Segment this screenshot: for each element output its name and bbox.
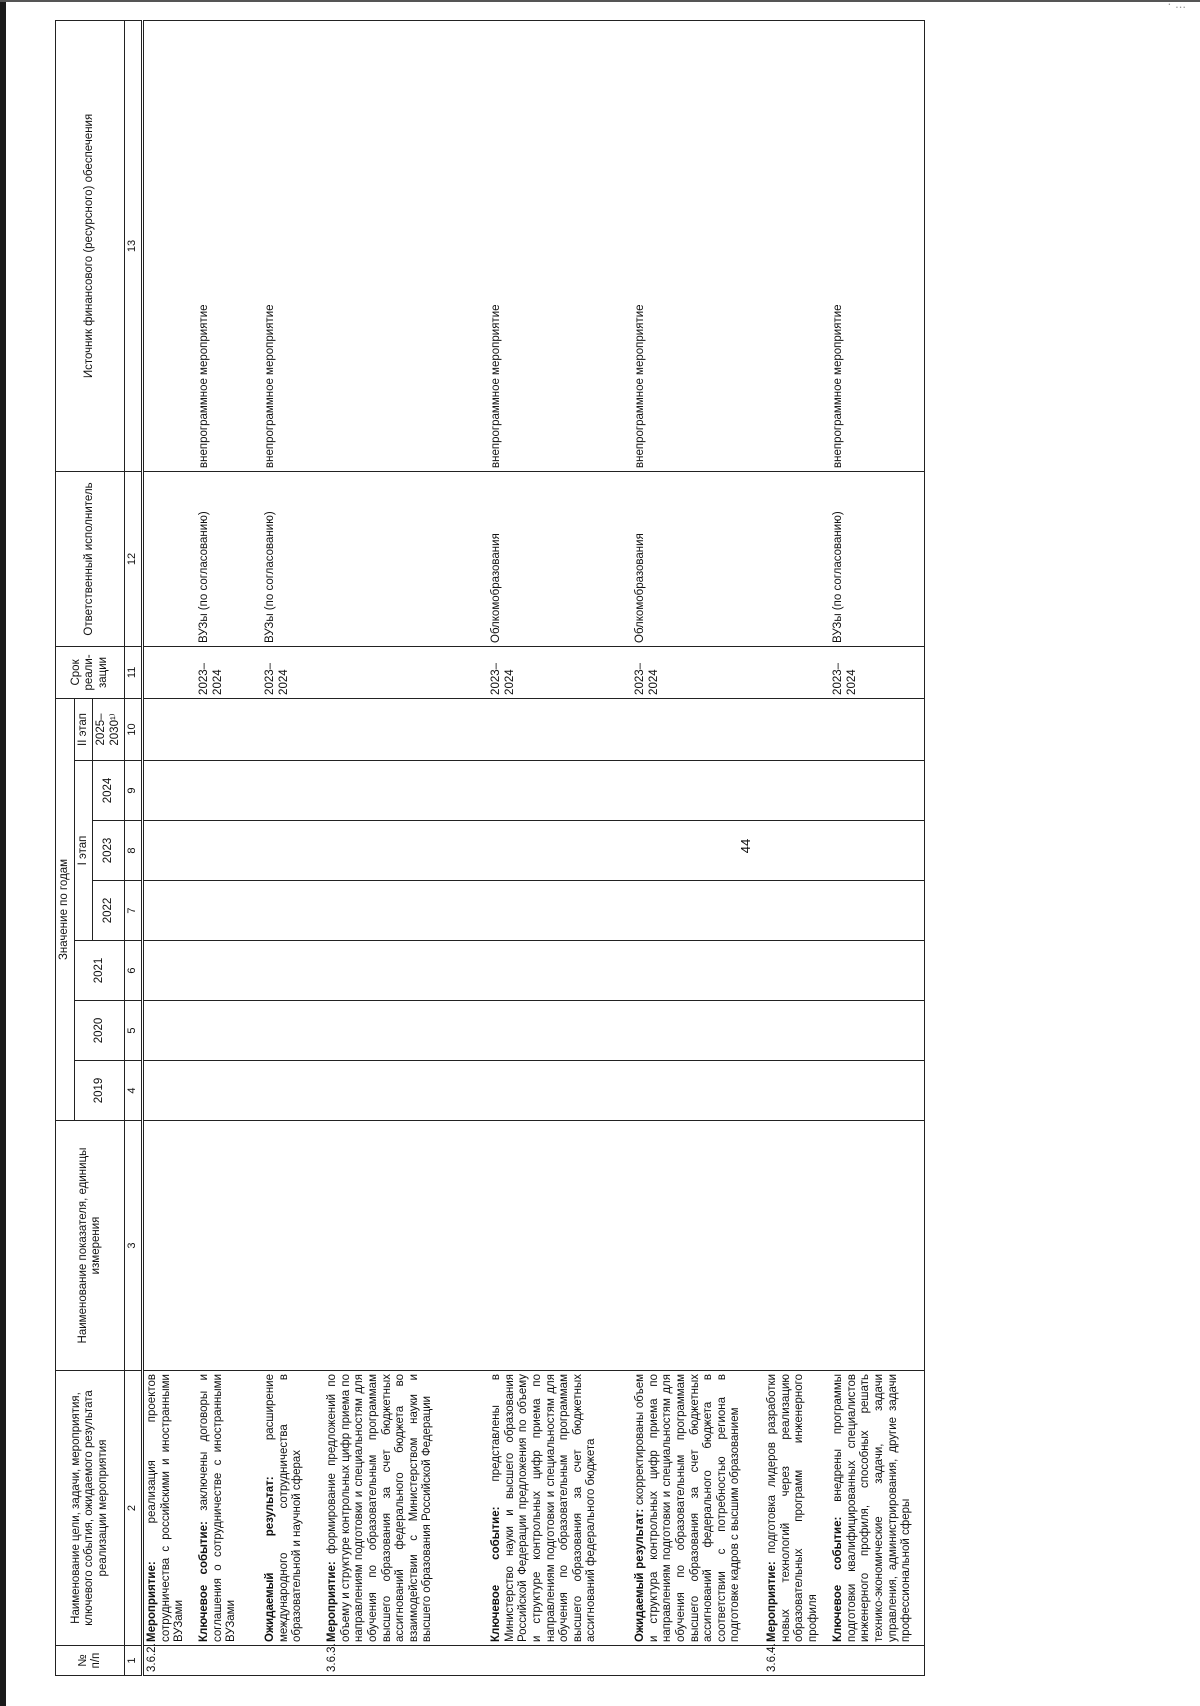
column-number: 11	[125, 646, 143, 698]
row-number	[830, 1646, 925, 1676]
item-text: формирование предложений по объему и структуре контрольных цифр приема по направлениям подготовки и специальностям для обучения по образовательным программам высшего образования за счет бюджетных ассигнований федерального бюджета во взаимодействии с Министерством науки и высшего образования Российской Федерации	[326, 1374, 434, 1642]
year-value-cell	[262, 1061, 324, 1121]
year-value-cell	[196, 941, 262, 1001]
year-value-cell	[830, 1061, 925, 1121]
column-number: 9	[125, 761, 143, 821]
row-number: 3.6.3.	[324, 1646, 488, 1676]
year-value-cell	[632, 1001, 764, 1061]
item-label: Мероприятие:	[146, 1561, 159, 1642]
column-number: 12	[125, 471, 143, 646]
executor-cell	[764, 471, 830, 646]
item-description	[324, 1371, 488, 1646]
year-value-cell	[830, 761, 925, 821]
header-funding-source: Источник финансового (ресурсного) обеспечения	[56, 20, 125, 471]
executor-cell: ВУЗы (по согласованию)	[196, 471, 262, 646]
term-cell: 2023–2024	[196, 646, 262, 698]
item-text: скорректированы объем и структура контрольных цифр приема по направлениям подготовки и специальностям для обучения по образовательным программам высшего образования за счет бюджетных ассигнований федерального бюджета в соответствии с потребностью региона в подготовке кадров с высшим образованием	[634, 1373, 742, 1642]
year-value-cell	[632, 821, 764, 881]
row-number	[262, 1646, 324, 1676]
term-cell: 2023–2024	[262, 646, 324, 698]
term-cell	[324, 646, 488, 698]
column-number: 2	[125, 1371, 143, 1646]
header-year-2022: 2022	[93, 881, 125, 941]
year-value-cell	[324, 1001, 488, 1061]
table-row	[830, 20, 925, 1675]
item-text: представлены в Министерство науки и высшего образования Российской Федерации предложения по объему и структуре контрольных цифр приема по направлениям подготовки и специальностям для обучения по образовательным программам высшего образования за счет бюджетных ассигнований федерального бюджета	[490, 1373, 598, 1642]
year-value-cell	[324, 761, 488, 821]
item-description	[262, 1371, 324, 1646]
header-years-2025-2030: 2025–2030¹⁾	[93, 698, 125, 760]
year-value-cell	[324, 1061, 488, 1121]
year-value-cell	[764, 821, 830, 881]
funding-source-cell: внепрограммное мероприятие	[632, 20, 764, 471]
indicator-cell	[488, 1121, 632, 1371]
row-number	[488, 1646, 632, 1676]
executor-cell	[143, 471, 197, 646]
year-value-cell	[764, 1001, 830, 1061]
funding-source-cell	[764, 20, 830, 471]
year-value-cell	[262, 821, 324, 881]
page-number: 44	[738, 838, 753, 854]
item-text: подготовка лидеров разработки новых технологий через реализацию образовательных программ инженерного профиля	[766, 1374, 819, 1642]
indicator-cell	[764, 1121, 830, 1371]
year-value-cell	[143, 698, 197, 760]
year-value-cell	[764, 941, 830, 1001]
year-value-cell	[262, 881, 324, 941]
year-value-cell	[324, 821, 488, 881]
header-num: № п/п	[56, 1646, 125, 1676]
table-row	[143, 20, 197, 1675]
row-number	[196, 1646, 262, 1676]
item-label: Ожидаемый результат:	[264, 1476, 277, 1642]
header-values-by-year: Значение по годам	[56, 698, 75, 1120]
year-value-cell	[830, 1001, 925, 1061]
item-label: Мероприятие:	[326, 1561, 339, 1642]
header-indicator: Наименование показателя, единицы измерения	[56, 1121, 125, 1371]
row-number: 3.6.2.	[143, 1646, 197, 1676]
year-value-cell	[143, 881, 197, 941]
funding-source-cell	[143, 20, 197, 471]
year-value-cell	[196, 1061, 262, 1121]
item-label: Ключевое событие:	[832, 1516, 845, 1642]
year-value-cell	[632, 941, 764, 1001]
term-cell: 2023–2024	[632, 646, 764, 698]
header-year-2024: 2024	[93, 761, 125, 821]
year-value-cell	[488, 881, 632, 941]
item-description	[143, 1371, 197, 1646]
item-label: Мероприятие:	[766, 1561, 779, 1642]
header-year-2019: 2019	[74, 1061, 125, 1121]
item-description	[196, 1371, 262, 1646]
item-label: Ключевое событие:	[198, 1521, 211, 1642]
header-executor: Ответственный исполнитель	[56, 471, 125, 646]
executor-cell	[324, 471, 488, 646]
term-cell	[143, 646, 197, 698]
funding-source-cell: внепрограммное мероприятие	[196, 20, 262, 471]
year-value-cell	[830, 941, 925, 1001]
table-row	[324, 20, 488, 1675]
year-value-cell	[262, 941, 324, 1001]
indicator-cell	[830, 1121, 925, 1371]
year-value-cell	[488, 698, 632, 760]
column-number: 4	[125, 1061, 143, 1121]
indicator-cell	[143, 1121, 197, 1371]
term-cell	[764, 646, 830, 698]
term-cell: 2023–2024	[488, 646, 632, 698]
year-value-cell	[632, 1061, 764, 1121]
year-value-cell	[143, 761, 197, 821]
column-number: 6	[125, 941, 143, 1001]
year-value-cell	[324, 698, 488, 760]
table-row	[488, 20, 632, 1675]
year-value-cell	[143, 1061, 197, 1121]
column-number-row	[125, 20, 143, 1675]
item-text: реализация проектов сотрудничества с российскими и иностранными ВУЗами	[146, 1374, 186, 1642]
year-value-cell	[488, 1061, 632, 1121]
header-stage-1: I этап	[74, 761, 93, 941]
year-value-cell	[262, 698, 324, 760]
column-number: 7	[125, 881, 143, 941]
header-year-2020: 2020	[74, 1001, 125, 1061]
year-value-cell	[632, 761, 764, 821]
year-value-cell	[324, 941, 488, 1001]
item-description	[764, 1371, 830, 1646]
item-label: Ожидаемый результат:	[634, 1508, 647, 1642]
column-number: 8	[125, 821, 143, 881]
item-description	[488, 1371, 632, 1646]
activities-table	[55, 20, 925, 1676]
year-value-cell	[488, 761, 632, 821]
table-body	[143, 20, 925, 1675]
table-row	[632, 20, 764, 1675]
term-cell: 2023–2024	[830, 646, 925, 698]
year-value-cell	[262, 1001, 324, 1061]
year-value-cell	[830, 698, 925, 760]
column-number: 13	[125, 20, 143, 471]
year-value-cell	[196, 881, 262, 941]
header-term: Срок реали-зации	[56, 646, 125, 698]
item-label: Ключевое событие:	[490, 1506, 503, 1642]
indicator-cell	[196, 1121, 262, 1371]
corner-mark: · ...	[1167, 0, 1186, 11]
table-row	[764, 20, 830, 1675]
year-value-cell	[632, 881, 764, 941]
executor-cell: Облкомобразования	[632, 471, 764, 646]
header-stage-2: II этап	[74, 698, 93, 760]
item-description	[632, 1371, 764, 1646]
indicator-cell	[632, 1121, 764, 1371]
year-value-cell	[262, 761, 324, 821]
column-number: 5	[125, 1001, 143, 1061]
year-value-cell	[143, 821, 197, 881]
indicator-cell	[324, 1121, 488, 1371]
header-name: Наименование цели, задачи, мероприятия, ключевого события, ожидаемого результата реализации мероприятия	[56, 1371, 125, 1646]
header-year-2021: 2021	[74, 941, 125, 1001]
column-number: 10	[125, 698, 143, 760]
year-value-cell	[196, 1001, 262, 1061]
year-value-cell	[764, 881, 830, 941]
indicator-cell	[262, 1121, 324, 1371]
column-number: 3	[125, 1121, 143, 1371]
year-value-cell	[764, 698, 830, 760]
year-value-cell	[488, 821, 632, 881]
year-value-cell	[196, 761, 262, 821]
row-number	[632, 1646, 764, 1676]
year-value-cell	[324, 881, 488, 941]
year-value-cell	[632, 698, 764, 760]
year-value-cell	[143, 1001, 197, 1061]
funding-source-cell: внепрограммное мероприятие	[488, 20, 632, 471]
year-value-cell	[830, 881, 925, 941]
executor-cell: Облкомобразования	[488, 471, 632, 646]
year-value-cell	[764, 1061, 830, 1121]
funding-source-cell	[324, 20, 488, 471]
item-text: заключены договоры и соглашения о сотрудничестве с иностранными ВУЗами	[198, 1374, 238, 1642]
funding-source-cell: внепрограммное мероприятие	[830, 20, 925, 471]
year-value-cell	[196, 698, 262, 760]
table-row	[196, 20, 262, 1675]
executor-cell: ВУЗы (по согласованию)	[830, 471, 925, 646]
item-text: внедрены программы подготовки квалифицированных специалистов инженерного профиля, способных решать технико-экономические задачи, задачи управления, администрирования, другие задачи профессиональной сферы	[832, 1374, 913, 1642]
year-value-cell	[196, 821, 262, 881]
row-number: 3.6.4.	[764, 1646, 830, 1676]
funding-source-cell: внепрограммное мероприятие	[262, 20, 324, 471]
column-number: 1	[125, 1646, 143, 1676]
year-value-cell	[143, 941, 197, 1001]
item-text: расширение международного сотрудничества в образовательной и научной сферах	[264, 1374, 304, 1642]
year-value-cell	[830, 821, 925, 881]
executor-cell: ВУЗы (по согласованию)	[262, 471, 324, 646]
table-header	[56, 20, 143, 1675]
table-row	[262, 20, 324, 1675]
year-value-cell	[764, 761, 830, 821]
year-value-cell	[488, 1001, 632, 1061]
item-description	[830, 1371, 925, 1646]
header-year-2023: 2023	[93, 821, 125, 881]
year-value-cell	[488, 941, 632, 1001]
